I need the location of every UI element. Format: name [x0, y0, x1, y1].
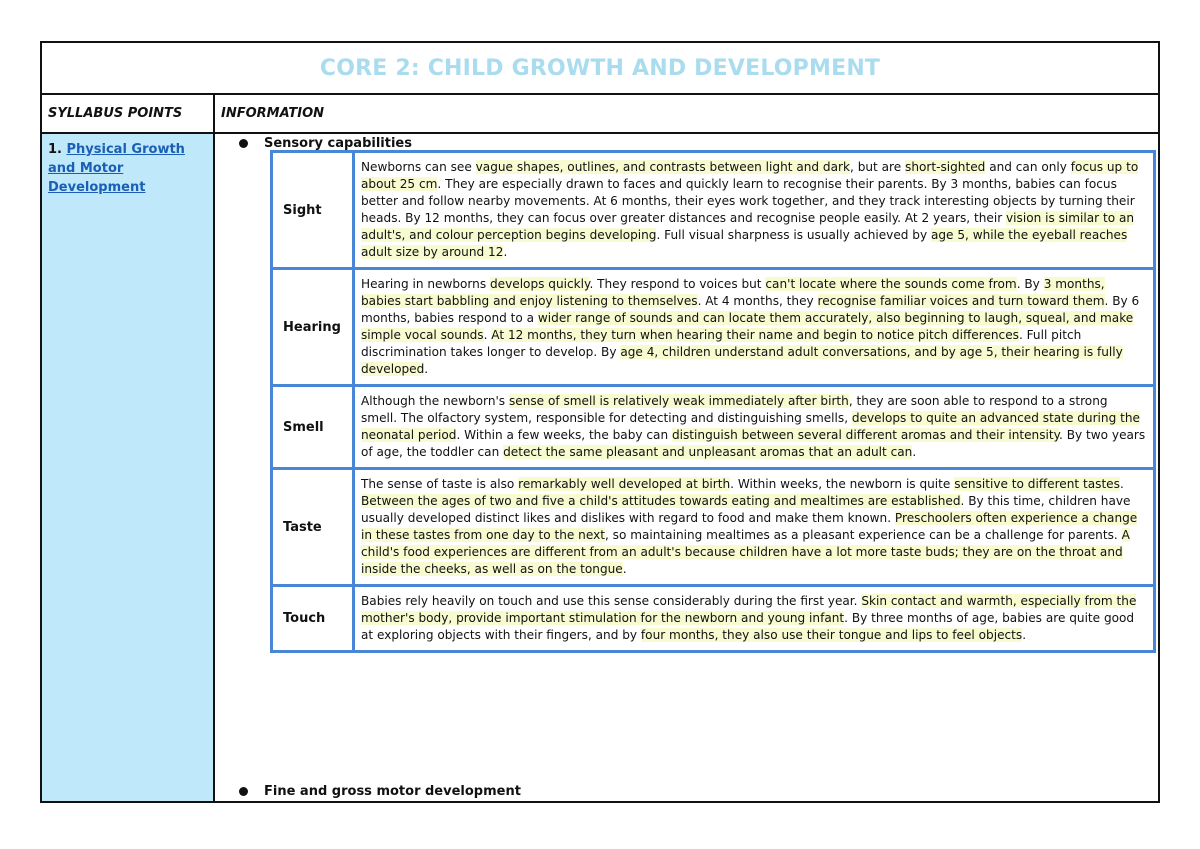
text-segment: .	[622, 562, 627, 576]
text-segment: . Full visual sharpness is usually achieved by	[656, 228, 931, 242]
information-column	[215, 134, 1158, 801]
bullet-motor-label: Fine and gross motor development	[264, 783, 521, 799]
highlighted-text: four months, they also use their tongue and lips to feel objects	[640, 628, 1023, 642]
sense-row-taste	[273, 470, 1153, 587]
sense-description	[355, 270, 1153, 384]
highlighted-text: distinguish between several different aromas and their intensity	[671, 428, 1060, 442]
information-header: INFORMATION	[221, 106, 325, 121]
sense-description	[355, 587, 1153, 650]
bullet-motor	[239, 782, 521, 800]
sense-row-sight	[273, 153, 1153, 270]
text-segment: . By three months of age, babies are quite good at exploring objects with their fingers, and by	[361, 611, 1135, 642]
sense-name: Sight	[273, 153, 355, 267]
sense-name: Taste	[273, 470, 355, 584]
text-segment: .	[912, 445, 917, 459]
document-title: CORE 2: CHILD GROWTH AND DEVELOPMENT	[42, 43, 1158, 95]
syllabus-point-number: 1.	[48, 142, 62, 157]
sense-name: Smell	[273, 387, 355, 467]
syllabus-point-link[interactable]: Physical Growth and Motor Development	[48, 142, 185, 195]
text-segment: .	[1022, 628, 1027, 642]
text-segment: The sense of taste is also	[361, 477, 519, 491]
sense-description	[355, 387, 1153, 467]
bullet-dot-icon	[239, 787, 248, 796]
highlighted-text: vision is similar to an adult's, and colour perception begins developing	[361, 211, 1135, 242]
text-segment: and can only	[985, 160, 1071, 174]
sense-name: Hearing	[273, 270, 355, 384]
highlighted-text: remarkably well developed at birth	[518, 477, 731, 491]
highlighted-text: age 4, children understand adult conversations, and by age 5, their hearing is fully developed	[361, 345, 1123, 376]
text-segment: Newborns can see	[361, 160, 476, 174]
highlighted-text: Between the ages of two and five a child's attitudes towards eating and mealtimes are established	[361, 494, 961, 508]
sense-row-smell	[273, 387, 1153, 470]
highlighted-text: sense of smell is relatively weak immediately after birth	[508, 394, 849, 408]
text-segment: , but are	[850, 160, 906, 174]
highlighted-text: short-sighted	[905, 160, 986, 174]
sense-name: Touch	[273, 587, 355, 650]
highlighted-text: recognise familiar voices and turn toward them	[817, 294, 1105, 308]
text-segment: . At 4 months, they	[697, 294, 818, 308]
highlighted-text: Skin contact and warmth, especially from the mother's body, provide important stimulation for the newborn and young infant	[361, 594, 1137, 625]
highlighted-text: develops to quite an advanced state during the neonatal period	[361, 411, 1140, 442]
text-segment: . Full pitch discrimination takes longer to develop. By	[361, 328, 1082, 359]
text-segment: . They respond to voices but	[589, 277, 766, 291]
text-segment: .	[424, 362, 429, 376]
text-segment: . By two years of age, the toddler can	[361, 428, 1146, 459]
highlighted-text: vague shapes, outlines, and contrasts between light and dark	[475, 160, 850, 174]
table-body-row	[42, 134, 1158, 801]
text-segment: . Within a few weeks, the baby can	[456, 428, 672, 442]
highlighted-text: 3 months, babies start babbling and enjoy listening to themselves	[361, 277, 1105, 308]
text-segment: , they are soon able to respond to a strong smell. The olfactory system, responsible for detecting and distinguishing smells,	[361, 394, 1108, 425]
syllabus-column	[42, 134, 215, 801]
text-segment: Babies rely heavily on touch and use this sense considerably during the first year.	[361, 594, 862, 608]
text-segment: .	[1119, 477, 1124, 491]
highlighted-text: focus up to about 25 cm	[361, 160, 1139, 191]
text-segment: . They are especially drawn to faces and quickly learn to recognise their parents. By 3 months, babies can focus better and follow nearby movements. At 6 months, their eyes work together, and they track interesting objects by turning their heads. By 12 months, they can focus over greater distances and recognise people easily. At 2 years, their	[361, 177, 1135, 225]
highlighted-text: can't locate where the sounds come from	[765, 277, 1017, 291]
text-segment: .	[503, 245, 508, 259]
highlighted-text: A child's food experiences are different from an adult's because children have a lot more taste buds; they are on the throat and inside the cheeks, as well as on the tongue	[361, 528, 1130, 576]
text-segment: , so maintaining mealtimes as a pleasant experience can be a challenge for parents.	[604, 528, 1122, 542]
highlighted-text: At 12 months, they turn when hearing their name and begin to notice pitch differences	[491, 328, 1019, 342]
syllabus-points-header: SYLLABUS POINTS	[42, 95, 215, 132]
highlighted-text: detect the same pleasant and unpleasant aromas that an adult can	[503, 445, 913, 459]
table-header-row	[42, 95, 1158, 134]
bullet-sensory-label: Sensory capabilities	[264, 135, 412, 151]
text-segment: . By	[1016, 277, 1044, 291]
sense-row-touch	[273, 587, 1153, 650]
text-segment: .	[483, 328, 492, 342]
highlighted-text: age 5, while the eyeball reaches adult size by around 12	[361, 228, 1128, 259]
sense-row-hearing	[273, 270, 1153, 387]
highlighted-text: develops quickly	[489, 277, 590, 291]
text-segment: . By 6 months, babies respond to a	[361, 294, 1140, 325]
highlighted-text: sensitive to different tastes	[954, 477, 1120, 491]
highlighted-text: wider range of sounds and can locate them accurately, also beginning to laugh, squeal, and make simple vocal sounds	[361, 311, 1134, 342]
bullet-dot-icon	[239, 139, 248, 148]
sensory-table	[270, 150, 1156, 653]
sense-description	[355, 470, 1153, 584]
sense-description	[355, 153, 1153, 267]
text-segment: Although the newborn's	[361, 394, 509, 408]
text-segment: Hearing in newborns	[361, 277, 490, 291]
text-segment: . Within weeks, the newborn is quite	[730, 477, 955, 491]
highlighted-text: Preschoolers often experience a change in these tastes from one day to the next	[361, 511, 1138, 542]
document-page	[40, 41, 1160, 803]
text-segment: . By this time, children have usually developed distinct likes and dislikes with regard to food and make them known.	[361, 494, 1131, 525]
